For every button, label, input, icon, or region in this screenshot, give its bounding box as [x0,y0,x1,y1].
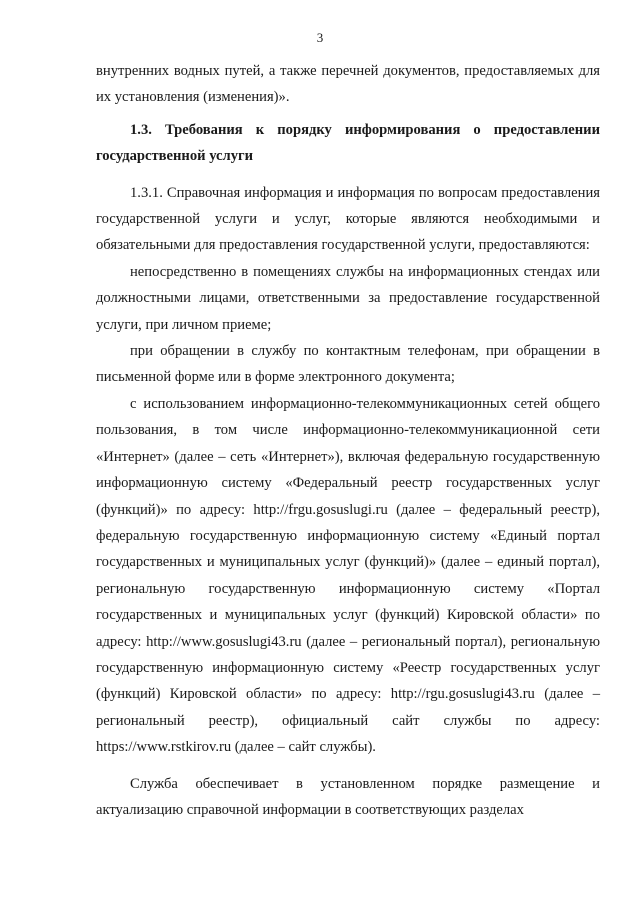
paragraph: с использованием информационно-телекоммуникационных сетей общего пользования, в том числе информационно-телекоммуникационной сети «Интернет» (далее – сеть «Интернет»), включая федеральную государственную информационную систему «Федеральный реестр государственных услуг (функций)» по адресу: http://frgu.gosuslugi.ru (далее – федеральный реестр), федеральную государственную информационную систему «Единый портал государственных и муниципальных услуг (функций)» (далее – единый портал), региональную государственную информационную систему «Портал государственных и муниципальных услуг (функций) Кировской области» по адресу: http://www.gosuslugi43.ru (далее – региональный портал), региональную государственную информационную систему «Реестр государственных услуг (функций) Кировской области» по адресу: http://rgu.gosuslugi43.ru (далее – региональный реестр), официальный сайт службы по адресу: https://www.rstkirov.ru (далее – сайт службы). [96,395,600,756]
paragraph: при обращении в службу по контактным телефонам, при обращении в письменной форме или в форме электронного документа; [96,343,600,386]
paragraph: 1.3.1. Справочная информация и информация по вопросам предоставления государственной услуги и услуг, которые являются необходимыми и обязательными для предоставления государственной услуги, предоставляются: [96,184,600,254]
paragraph: непосредственно в помещениях службы на информационных стендах или должностными лицами, ответственными за предоставление государственной услуги, при личном приеме; [96,263,600,333]
paragraph: Служба обеспечивает в установленном порядке размещение и актуализацию справочной информации в соответствующих разделах [96,775,600,818]
paragraph: внутренних водных путей, а также перечней документов, предоставляемых для их установления (изменения)». [96,63,600,106]
page-number: 3 [316,30,324,45]
document-body [96,58,600,823]
section-heading: 1.3. Требования к порядку информирования о предоставлении государственной услуги [96,121,600,165]
